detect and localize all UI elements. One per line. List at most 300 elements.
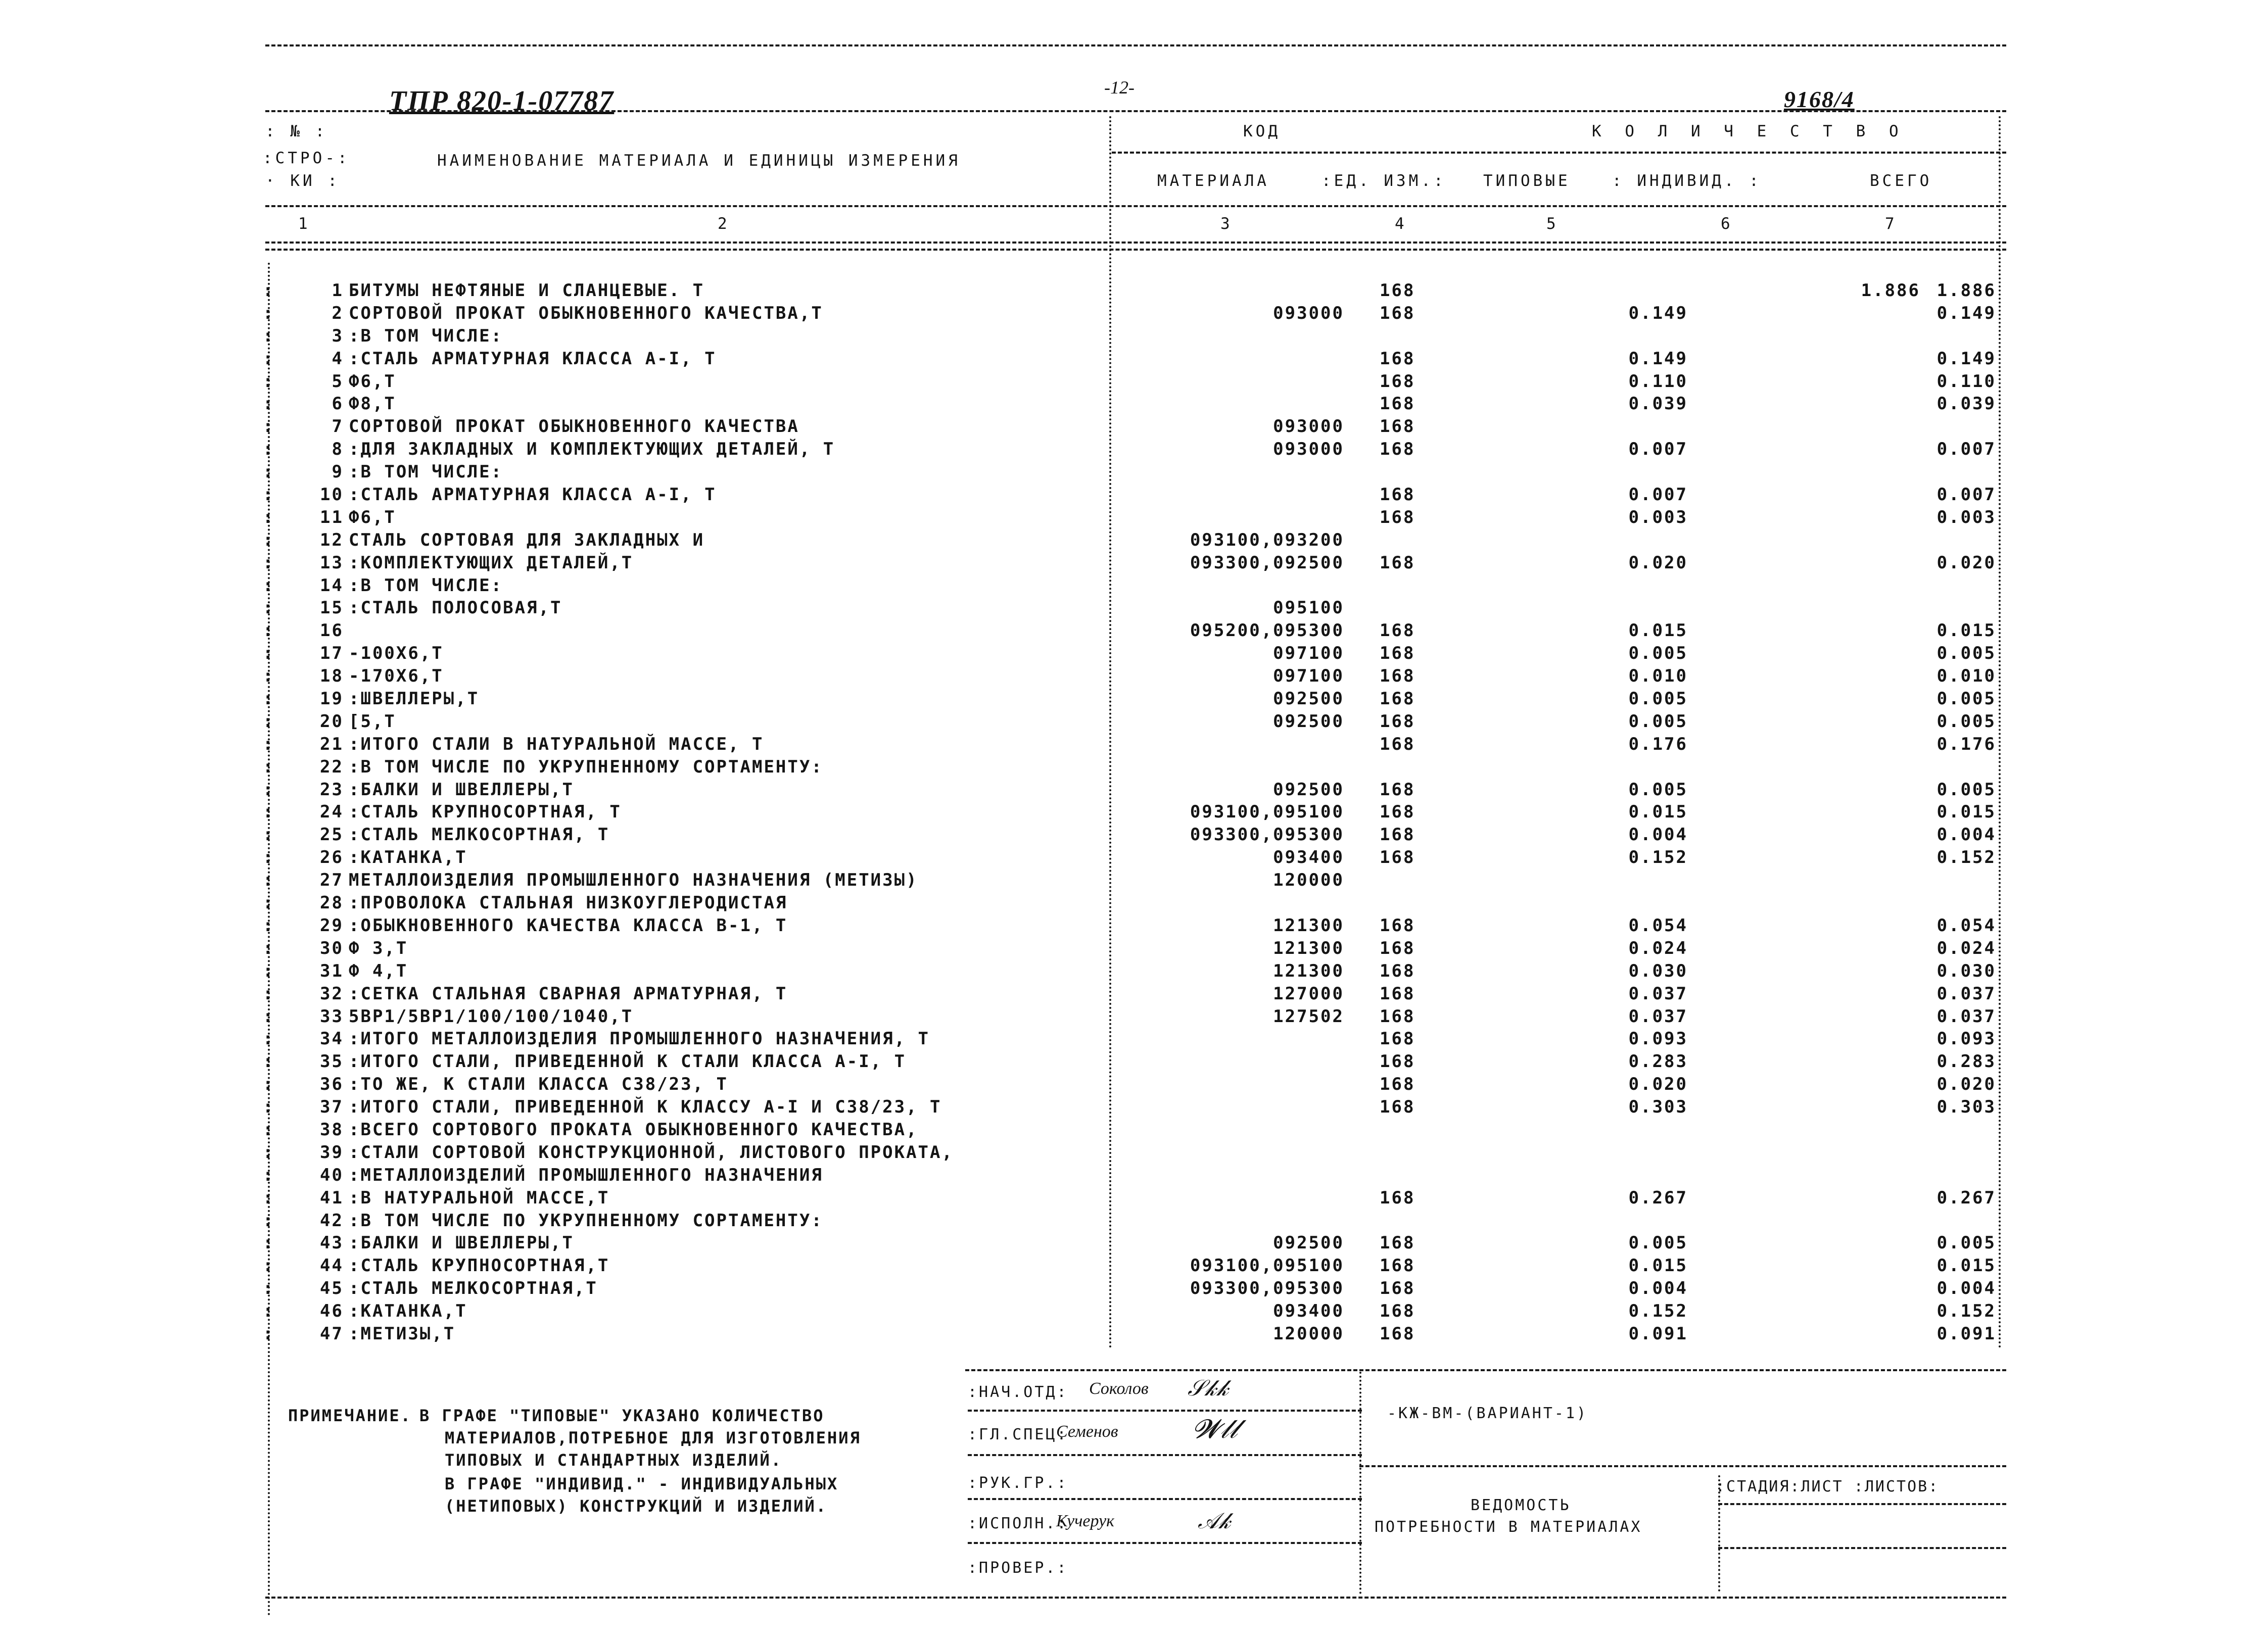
row-typical: 0.030	[1628, 960, 1688, 981]
stamp-executor-name: Кучерук	[1056, 1512, 1115, 1530]
row-colon: :	[263, 1006, 275, 1027]
row-colon: :	[263, 983, 275, 1004]
row-typical: 0.015	[1628, 1256, 1688, 1276]
stamp-group-head-label: :РУК.ГР.:	[968, 1474, 1068, 1492]
table-row	[263, 870, 2006, 893]
row-material-code: 093400	[1273, 847, 1344, 868]
row-material-code: 093000	[1273, 303, 1344, 323]
row-name: -170Х6,Т	[349, 666, 444, 687]
signature-2: 𝓦𝓁𝓁	[1193, 1415, 1238, 1444]
row-typical: 0.152	[1628, 847, 1688, 868]
row-material-code: 093300,092500	[1190, 552, 1344, 573]
stamp-line-3	[968, 1498, 1362, 1500]
idx-5: 5	[1546, 215, 1559, 233]
row-total: 0.091	[1936, 1323, 1996, 1344]
row-name: Ф8,Т	[349, 394, 396, 414]
table-row	[263, 734, 2006, 757]
row-typical: 0.005	[1628, 711, 1688, 732]
row-unit-code: 168	[1380, 371, 1415, 392]
row-number: 21	[320, 734, 344, 754]
table-row	[263, 825, 2006, 847]
row-number: 22	[320, 756, 344, 777]
row-number: 44	[320, 1256, 344, 1276]
row-unit-code: 168	[1380, 1301, 1415, 1322]
idx-6: 6	[1721, 215, 1733, 233]
row-number: 38	[320, 1119, 344, 1140]
row-name: МЕТАЛЛОИЗДЕЛИЯ ПРОМЫШЛЕННОГО НАЗНАЧЕНИЯ (МЕТИЗЫ)	[349, 870, 918, 891]
table-row	[263, 349, 2006, 371]
stamp-project-code: -КЖ-ВМ-(ВАРИАНТ-1)	[1387, 1405, 1588, 1422]
col-unit-label: :ЕД. ИЗМ.:	[1321, 172, 1446, 190]
table-row	[263, 689, 2006, 711]
row-unit-code: 168	[1380, 915, 1415, 936]
row-colon: :	[263, 1187, 275, 1208]
top-border	[265, 44, 2006, 46]
row-colon: :	[263, 575, 275, 596]
row-name: :ИТОГО СТАЛИ, ПРИВЕДЕННОЙ К СТАЛИ КЛАССА А-I, Т	[349, 1051, 907, 1072]
col-code-label: КОД	[1243, 122, 1281, 140]
row-name: :СТАЛИ СОРТОВОЙ КОНСТРУКЦИОННОЙ, ЛИСТОВОГО ПРОКАТА,	[349, 1142, 954, 1163]
row-unit-code: 168	[1380, 1256, 1415, 1276]
table-row	[263, 303, 2006, 326]
row-total: 0.039	[1936, 394, 1996, 414]
row-unit-code: 168	[1380, 1029, 1415, 1049]
stamp-title-1: ВЕДОМОСТЬ	[1471, 1497, 1571, 1514]
row-typical: 0.004	[1628, 1278, 1688, 1299]
row-typical: 0.110	[1628, 371, 1688, 392]
signature-3: 𝒜𝓀	[1198, 1509, 1231, 1533]
row-total: 0.003	[1936, 507, 1996, 527]
row-typical: 0.054	[1628, 915, 1688, 936]
row-number: 25	[320, 825, 344, 845]
row-unit-code: 168	[1380, 666, 1415, 687]
row-name: :СТАЛЬ МЕЛКОСОРТНАЯ, Т	[349, 825, 610, 845]
materials-table	[263, 280, 2006, 1346]
row-name: Ф 4,Т	[349, 960, 408, 981]
table-row	[263, 326, 2006, 349]
table-row	[263, 1165, 2006, 1188]
row-name: :КАТАНКА,Т	[349, 847, 467, 868]
signature-1: 𝒮𝓀𝓀	[1188, 1376, 1229, 1401]
row-name: :ПРОВОЛОКА СТАЛЬНАЯ НИЗКОУГЛЕРОДИСТАЯ	[349, 893, 788, 913]
sheet-ref: 9168/4	[1784, 86, 1855, 112]
row-typical: 0.152	[1628, 1301, 1688, 1322]
table-row	[263, 643, 2006, 666]
header-bottom-line-2	[265, 249, 2006, 251]
row-number: 23	[320, 779, 344, 800]
row-typical: 0.283	[1628, 1051, 1688, 1072]
col-tot-label: ВСЕГО	[1870, 172, 1932, 190]
table-row	[263, 553, 2006, 575]
row-name: Ф 3,Т	[349, 938, 408, 958]
row-unit-code: 168	[1380, 1074, 1415, 1095]
row-material-code: 120000	[1273, 1323, 1344, 1344]
row-number: 18	[320, 666, 344, 687]
row-number: 31	[320, 960, 344, 981]
row-name: -100Х6,Т	[349, 643, 444, 664]
table-row	[263, 1233, 2006, 1256]
row-total: 0.024	[1936, 938, 1996, 958]
row-colon: :	[263, 643, 275, 664]
row-number: 20	[320, 711, 344, 732]
row-total: 0.007	[1936, 485, 1996, 505]
stamp-line-1	[968, 1410, 1362, 1412]
row-number: 46	[320, 1301, 344, 1322]
row-colon: :	[263, 1051, 275, 1072]
row-unit-code: 168	[1380, 348, 1415, 369]
note-line-4: В ГРАФЕ "ИНДИВИД." - ИНДИВИДУАЛЬНЫХ	[445, 1474, 839, 1493]
row-material-code: 095100	[1273, 598, 1344, 618]
row-unit-code: 168	[1380, 280, 1415, 301]
row-total: 0.015	[1936, 1256, 1996, 1276]
row-material-code: 127000	[1273, 983, 1344, 1004]
row-total: 0.005	[1936, 711, 1996, 732]
row-number: 1	[332, 280, 344, 301]
row-unit-code: 168	[1380, 620, 1415, 641]
row-name: :В ТОМ ЧИСЛЕ ПО УКРУПНЕННОМУ СОРТАМЕНТУ:	[349, 756, 823, 777]
row-colon: :	[263, 394, 275, 414]
row-total: 0.283	[1936, 1051, 1996, 1072]
row-typical: 0.007	[1628, 485, 1688, 505]
col-name-label: НАИМЕНОВАНИЕ МАТЕРИАЛА И ЕДИНИЦЫ ИЗМЕРЕНИЯ	[437, 152, 961, 170]
col-no-label-1: : № :	[265, 122, 328, 140]
row-colon: :	[263, 893, 275, 913]
row-colon: :	[263, 1119, 275, 1140]
row-unit-code: 168	[1380, 552, 1415, 573]
table-row	[263, 1006, 2006, 1029]
row-total: 0.110	[1936, 371, 1996, 392]
row-number: 36	[320, 1074, 344, 1095]
row-material-code: 093300,095300	[1190, 1278, 1344, 1299]
row-name: :КАТАНКА,Т	[349, 1301, 467, 1322]
row-colon: :	[263, 439, 275, 460]
row-colon: :	[263, 462, 275, 482]
row-colon: :	[263, 325, 275, 346]
row-unit-code: 168	[1380, 983, 1415, 1004]
row-number: 42	[320, 1210, 344, 1231]
row-unit-code: 168	[1380, 643, 1415, 664]
stamp-chief-spec-label: :ГЛ.СПЕЦ:	[968, 1426, 1068, 1443]
row-number: 2	[332, 303, 344, 323]
row-name: :БАЛКИ И ШВЕЛЛЕРЫ,Т	[349, 779, 574, 800]
row-number: 41	[320, 1187, 344, 1208]
table-row	[263, 802, 2006, 825]
row-number: 4	[332, 348, 344, 369]
row-colon: :	[263, 870, 275, 891]
row-total: 1.886	[1936, 280, 1996, 301]
stamp-line-2	[968, 1454, 1362, 1456]
row-material-code: 097100	[1273, 643, 1344, 664]
row-name: :СТАЛЬ ПОЛОСОВАЯ,Т	[349, 598, 562, 618]
table-row	[263, 1142, 2006, 1165]
idx-2: 2	[718, 215, 730, 233]
row-colon: :	[263, 802, 275, 823]
row-colon: :	[263, 1165, 275, 1185]
row-number: 43	[320, 1233, 344, 1253]
stamp-line-6	[1718, 1503, 2006, 1505]
row-material-code: 093400	[1273, 1301, 1344, 1322]
table-row	[263, 507, 2006, 530]
row-typical: 0.004	[1628, 825, 1688, 845]
row-colon: :	[263, 529, 275, 550]
row-name: :МЕТИЗЫ,Т	[349, 1323, 456, 1344]
row-total: 0.015	[1936, 620, 1996, 641]
table-row	[263, 1256, 2006, 1278]
row-typical: 0.303	[1628, 1097, 1688, 1118]
row-total: 0.005	[1936, 643, 1996, 664]
row-material-code: 121300	[1273, 938, 1344, 958]
row-typical: 0.007	[1628, 439, 1688, 460]
row-typical: 0.149	[1628, 303, 1688, 323]
row-name: :СТАЛЬ КРУПНОСОРТНАЯ,Т	[349, 1256, 610, 1276]
row-total: 0.007	[1936, 439, 1996, 460]
row-name: Ф6,Т	[349, 507, 396, 527]
row-name: :СТАЛЬ МЕЛКОСОРТНАЯ,Т	[349, 1278, 598, 1299]
table-row	[263, 961, 2006, 984]
row-total: 0.149	[1936, 348, 1996, 369]
row-name: :БАЛКИ И ШВЕЛЛЕРЫ,Т	[349, 1233, 574, 1253]
row-total: 0.037	[1936, 1006, 1996, 1027]
bottom-border	[265, 1597, 2006, 1599]
row-colon: :	[263, 348, 275, 369]
row-name: 5ВР1/5ВР1/100/100/1040,Т	[349, 1006, 634, 1027]
row-material-code: 093100,095100	[1190, 802, 1344, 823]
row-colon: :	[263, 598, 275, 618]
row-typical: 0.020	[1628, 1074, 1688, 1095]
row-colon: :	[263, 552, 275, 573]
row-colon: :	[263, 915, 275, 936]
row-total: 0.152	[1936, 1301, 1996, 1322]
row-total: 0.004	[1936, 825, 1996, 845]
header-mid-line	[1112, 152, 2006, 154]
row-unit-code: 168	[1380, 303, 1415, 323]
row-material-code: 121300	[1273, 960, 1344, 981]
row-material-code: 093100,093200	[1190, 529, 1344, 550]
row-total: 0.093	[1936, 1029, 1996, 1049]
row-number: 47	[320, 1323, 344, 1344]
row-unit-code: 168	[1380, 1187, 1415, 1208]
idx-7: 7	[1885, 215, 1898, 233]
row-material-code: 092500	[1273, 711, 1344, 732]
note-label: ПРИМЕЧАНИЕ.	[288, 1406, 412, 1425]
row-number: 24	[320, 802, 344, 823]
row-typical: 0.024	[1628, 938, 1688, 958]
row-number: 8	[332, 439, 344, 460]
row-typical: 0.267	[1628, 1187, 1688, 1208]
table-row	[263, 1278, 2006, 1301]
row-material-code: 093000	[1273, 416, 1344, 437]
row-individual: 1.886	[1861, 280, 1920, 301]
row-unit-code: 168	[1380, 825, 1415, 845]
row-material-code: 092500	[1273, 689, 1344, 709]
row-typical: 0.003	[1628, 507, 1688, 527]
row-number: 27	[320, 870, 344, 891]
row-total: 0.303	[1936, 1097, 1996, 1118]
row-colon: :	[263, 1210, 275, 1231]
row-unit-code: 168	[1380, 779, 1415, 800]
row-total: 0.152	[1936, 847, 1996, 868]
row-total: 0.149	[1936, 303, 1996, 323]
row-material-code: 092500	[1273, 779, 1344, 800]
row-number: 19	[320, 689, 344, 709]
row-name: :В ТОМ ЧИСЛЕ:	[349, 325, 503, 346]
row-total: 0.176	[1936, 734, 1996, 754]
row-colon: :	[263, 689, 275, 709]
row-name: :В ТОМ ЧИСЛЕ:	[349, 575, 503, 596]
table-row	[263, 485, 2006, 507]
table-row	[263, 711, 2006, 734]
row-typical: 0.005	[1628, 779, 1688, 800]
row-number: 13	[320, 552, 344, 573]
row-name: :СЕТКА СТАЛЬНАЯ СВАРНАЯ АРМАТУРНАЯ, Т	[349, 983, 788, 1004]
row-number: 15	[320, 598, 344, 618]
row-typical: 0.091	[1628, 1323, 1688, 1344]
table-row	[263, 394, 2006, 416]
row-material-code: 093100,095100	[1190, 1256, 1344, 1276]
stamp-title-2: ПОТРЕБНОСТИ В МАТЕРИАЛАХ	[1375, 1518, 1642, 1536]
row-unit-code: 168	[1380, 1051, 1415, 1072]
row-colon: :	[263, 507, 275, 527]
row-name: СТАЛЬ СОРТОВАЯ ДЛЯ ЗАКЛАДНЫХ И	[349, 529, 705, 550]
stamp-executor-label: :ИСПОЛН.:	[968, 1515, 1068, 1532]
row-material-code: 093000	[1273, 439, 1344, 460]
row-material-code: 121300	[1273, 915, 1344, 936]
row-colon: :	[263, 371, 275, 392]
row-name: СОРТОВОЙ ПРОКАТ ОБЫКНОВЕННОГО КАЧЕСТВА	[349, 416, 799, 437]
row-number: 33	[320, 1006, 344, 1027]
row-material-code: 092500	[1273, 1233, 1344, 1253]
row-number: 10	[320, 485, 344, 505]
stamp-separator-2	[1718, 1475, 1720, 1591]
row-number: 35	[320, 1051, 344, 1072]
note-line-3: ТИПОВЫХ И СТАНДАРТНЫХ ИЗДЕЛИЙ.	[445, 1451, 782, 1470]
row-total: 0.004	[1936, 1278, 1996, 1299]
row-typical: 0.005	[1628, 1233, 1688, 1253]
row-name: :ТО ЖЕ, К СТАЛИ КЛАССА С38/23, Т	[349, 1074, 729, 1095]
row-typical: 0.015	[1628, 802, 1688, 823]
row-colon: :	[263, 825, 275, 845]
header-sep-line	[265, 205, 2006, 207]
row-colon: :	[263, 1301, 275, 1322]
row-colon: :	[263, 1256, 275, 1276]
row-unit-code: 168	[1380, 1097, 1415, 1118]
stamp-stage-header: :СТАДИЯ:ЛИСТ :ЛИСТОВ:	[1716, 1478, 1940, 1495]
row-typical: 0.010	[1628, 666, 1688, 687]
note-line-5: (НЕТИПОВЫХ) КОНСТРУКЦИЙ И ИЗДЕЛИЙ.	[445, 1497, 828, 1516]
table-row	[263, 847, 2006, 870]
row-typical: 0.093	[1628, 1029, 1688, 1049]
row-colon: :	[263, 1323, 275, 1344]
row-unit-code: 168	[1380, 1278, 1415, 1299]
row-total: 0.030	[1936, 960, 1996, 981]
row-typical: 0.039	[1628, 394, 1688, 414]
stamp-separator-1	[1359, 1372, 1361, 1594]
row-colon: :	[263, 1142, 275, 1163]
row-total: 0.020	[1936, 1074, 1996, 1095]
idx-3: 3	[1220, 215, 1233, 233]
row-material-code: 127502	[1273, 1006, 1344, 1027]
header-bottom-line	[265, 242, 2006, 244]
row-total: 0.054	[1936, 915, 1996, 936]
header-top-line	[265, 110, 2006, 112]
row-typical: 0.020	[1628, 552, 1688, 573]
row-name: :ДЛЯ ЗАКЛАДНЫХ И КОМПЛЕКТУЮЩИХ ДЕТАЛЕЙ, Т	[349, 439, 835, 460]
row-unit-code: 168	[1380, 485, 1415, 505]
row-unit-code: 168	[1380, 439, 1415, 460]
row-colon: :	[263, 666, 275, 687]
table-row	[263, 620, 2006, 643]
stamp-top-line	[965, 1369, 2006, 1371]
row-unit-code: 168	[1380, 734, 1415, 754]
row-number: 26	[320, 847, 344, 868]
row-number: 14	[320, 575, 344, 596]
row-colon: :	[263, 960, 275, 981]
table-row	[263, 1188, 2006, 1211]
col-ind-label: : ИНДИВИД. :	[1612, 172, 1762, 190]
row-total: 0.010	[1936, 666, 1996, 687]
row-unit-code: 168	[1380, 1323, 1415, 1344]
table-row	[263, 280, 2006, 303]
row-colon: :	[263, 1278, 275, 1299]
row-colon: :	[263, 938, 275, 958]
row-number: 3	[332, 325, 344, 346]
col-typ-label: ТИПОВЫЕ	[1483, 172, 1571, 190]
row-colon: :	[263, 416, 275, 437]
table-row	[263, 893, 2006, 915]
row-total: 0.005	[1936, 779, 1996, 800]
row-material-code: 120000	[1273, 870, 1344, 891]
row-colon: :	[263, 303, 275, 323]
row-colon: :	[263, 280, 275, 301]
row-name: :В ТОМ ЧИСЛЕ:	[349, 462, 503, 482]
row-colon: :	[263, 711, 275, 732]
note-line-1: В ГРАФЕ "ТИПОВЫЕ" УКАЗАНО КОЛИЧЕСТВО	[419, 1406, 825, 1425]
row-number: 17	[320, 643, 344, 664]
table-row	[263, 780, 2006, 802]
row-name: :ВСЕГО СОРТОВОГО ПРОКАТА ОБЫКНОВЕННОГО КАЧЕСТВА,	[349, 1119, 918, 1140]
row-number: 40	[320, 1165, 344, 1185]
stamp-line-5	[1359, 1465, 2006, 1467]
row-unit-code: 168	[1380, 507, 1415, 527]
row-total: 0.267	[1936, 1187, 1996, 1208]
table-row	[263, 938, 2006, 961]
page-mark: -12-	[1104, 77, 1135, 98]
row-unit-code: 168	[1380, 802, 1415, 823]
stamp-checker-label: :ПРОВЕР.:	[968, 1559, 1068, 1577]
row-unit-code: 168	[1380, 416, 1415, 437]
row-name: :ОБЫКНОВЕННОГО КАЧЕСТВА КЛАССА В-1, Т	[349, 915, 788, 936]
row-total: 0.020	[1936, 552, 1996, 573]
row-unit-code: 168	[1380, 960, 1415, 981]
row-number: 12	[320, 529, 344, 550]
table-row	[263, 1029, 2006, 1051]
row-total: 0.005	[1936, 1233, 1996, 1253]
row-typical: 0.005	[1628, 643, 1688, 664]
row-name: [5,Т	[349, 711, 396, 732]
row-number: 5	[332, 371, 344, 392]
stamp-head-dept-label: :НАЧ.ОТД:	[968, 1383, 1068, 1401]
col-qty-label: К О Л И Ч Е С Т В О	[1592, 122, 1906, 140]
row-unit-code: 168	[1380, 1233, 1415, 1253]
col-no-label-2: :СТРО-:	[263, 149, 350, 167]
row-name: :СТАЛЬ АРМАТУРНАЯ КЛАССА А-I, Т	[349, 485, 717, 505]
row-number: 37	[320, 1097, 344, 1118]
table-row	[263, 666, 2006, 689]
row-unit-code: 168	[1380, 689, 1415, 709]
table-row	[263, 757, 2006, 780]
row-colon: :	[263, 779, 275, 800]
table-row	[263, 1051, 2006, 1074]
